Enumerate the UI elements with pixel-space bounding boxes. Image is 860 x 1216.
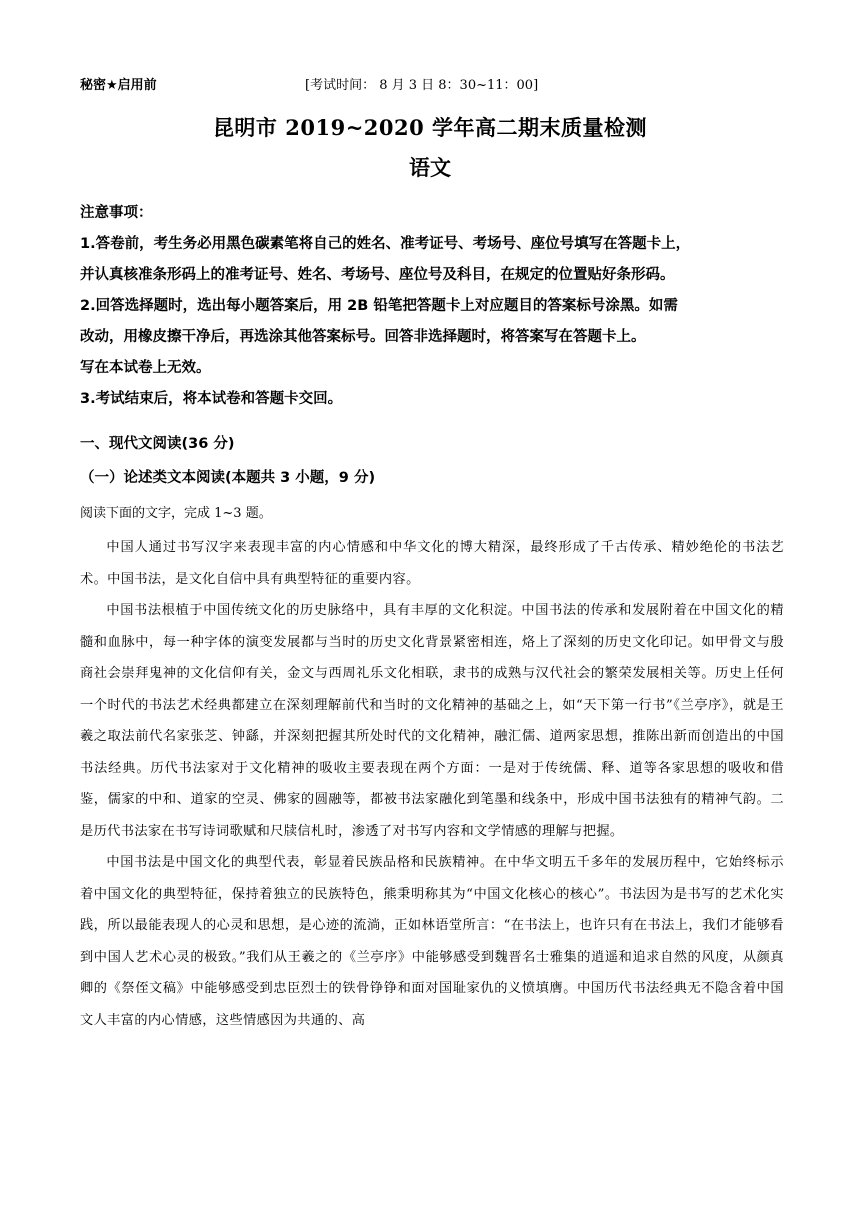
- subject-title: 语文: [409, 155, 451, 180]
- notes-line: 2.回答选择题时，选出每小题答案后，用 2B 铅笔把答题卡上对应题目的答案标号涂黑。如需: [80, 298, 678, 314]
- notes-line: 改动，用橡皮擦干净后，再选涂其他答案标号。回答非选择题时，将答案写在答题卡上。: [80, 329, 646, 345]
- page-header: [80, 74, 780, 94]
- notes-line: 写在本试卷上无效。: [80, 360, 211, 376]
- notes-line: 1.答卷前，考生务必用黑色碳素笔将自己的姓名、准考证号、考场号、座位号填写在答题卡上，: [80, 236, 691, 252]
- subsection-heading: （一）论述类文本阅读(本题共 3 小题，9 分): [80, 470, 376, 486]
- notes-block: [80, 198, 784, 415]
- exam-title: 昆明市 2019~2020 学年高二期末质量检测: [212, 115, 648, 140]
- passage-paragraph: 中国书法根植于中国传统文化的历史脉络中，具有丰厚的文化积淀。中国书法的传承和发展附着在中国文化的精髓和血脉中，每一种字体的演变发展都与当时的历史文化背景紧密相连，烙上了深刻的历史文化印记。如甲骨文与殷商社会崇拜鬼神的文化信仰有关，金文与西周礼乐文化相联，隶书的成熟与汉代社会的繁荣发展相关等。历史上任何一个时代的书法艺术经典都建立在深刻理解前代和当时的文化精神的基础之上，如“天下第一行书”《兰亭序》，就是王羲之取法前代名家张芝、钟繇，并深刻把握其所处时代的文化精神，融汇儒、道两家思想，推陈出新而创造出的中国书法经典。历代书法家对于文化精神的吸收主要表现在两个方面：一是对于传统儒、释、道等各家思想的吸收和借鉴，儒家的中和、道家的空灵、佛家的圆融等，都被书法家融化到笔墨和线条中，形成中国书法独有的精神气韵。二是历代书法家在书写诗词歌赋和尺牍信札时，渗透了对书写内容和文学情感的理解与把握。: [80, 603, 784, 839]
- reading-passage: [80, 532, 784, 1036]
- reading-instruction: 阅读下面的文字，完成 1~3 题。: [80, 506, 272, 521]
- section-heading: 一、现代文阅读(36 分): [80, 436, 235, 452]
- notes-heading: 注意事项：: [80, 205, 153, 221]
- passage-paragraph: 中国书法是中国文化的典型代表，彰显着民族品格和民族精神。在中华文明五千多年的发展历程中，它始终标示着中国文化的典型特征，保持着独立的民族特色，熊秉明称其为“中国文化核心的核心”。书法因为是书写的艺术化实践，所以最能表现人的心灵和思想，是心迹的流淌，正如林语堂所言：“在书法上，也许只有在书法上，我们才能够看到中国人艺术心灵的极致。”我们从王羲之的《兰亭序》中能够感受到魏晋名士雅集的逍遥和追求自然的风度，从颜真卿的《祭侄文稿》中能够感受到忠臣烈士的铁骨铮铮和面对国耻家仇的义愤填膺。中国历代书法经典无不隐含着中国文人丰富的内心情感，这些情感因为共通的、高: [80, 855, 784, 1028]
- confidential-label: 秘密★启用前: [80, 78, 157, 93]
- notes-line: 3.考试结束后，将本试卷和答题卡交回。: [80, 391, 343, 407]
- notes-line: 并认真核准条形码上的准考证号、姓名、考场号、座位号及科目，在规定的位置贴好条形码。: [80, 267, 675, 283]
- exam-time: [考试时间： 8 月 3 日 8：30~11：00]: [305, 78, 539, 93]
- passage-paragraph: 中国人通过书写汉字来表现丰富的内心情感和中华文化的博大精深，最终形成了千古传承、精妙绝伦的书法艺术。中国书法，是文化自信中具有典型特征的重要内容。: [80, 540, 784, 587]
